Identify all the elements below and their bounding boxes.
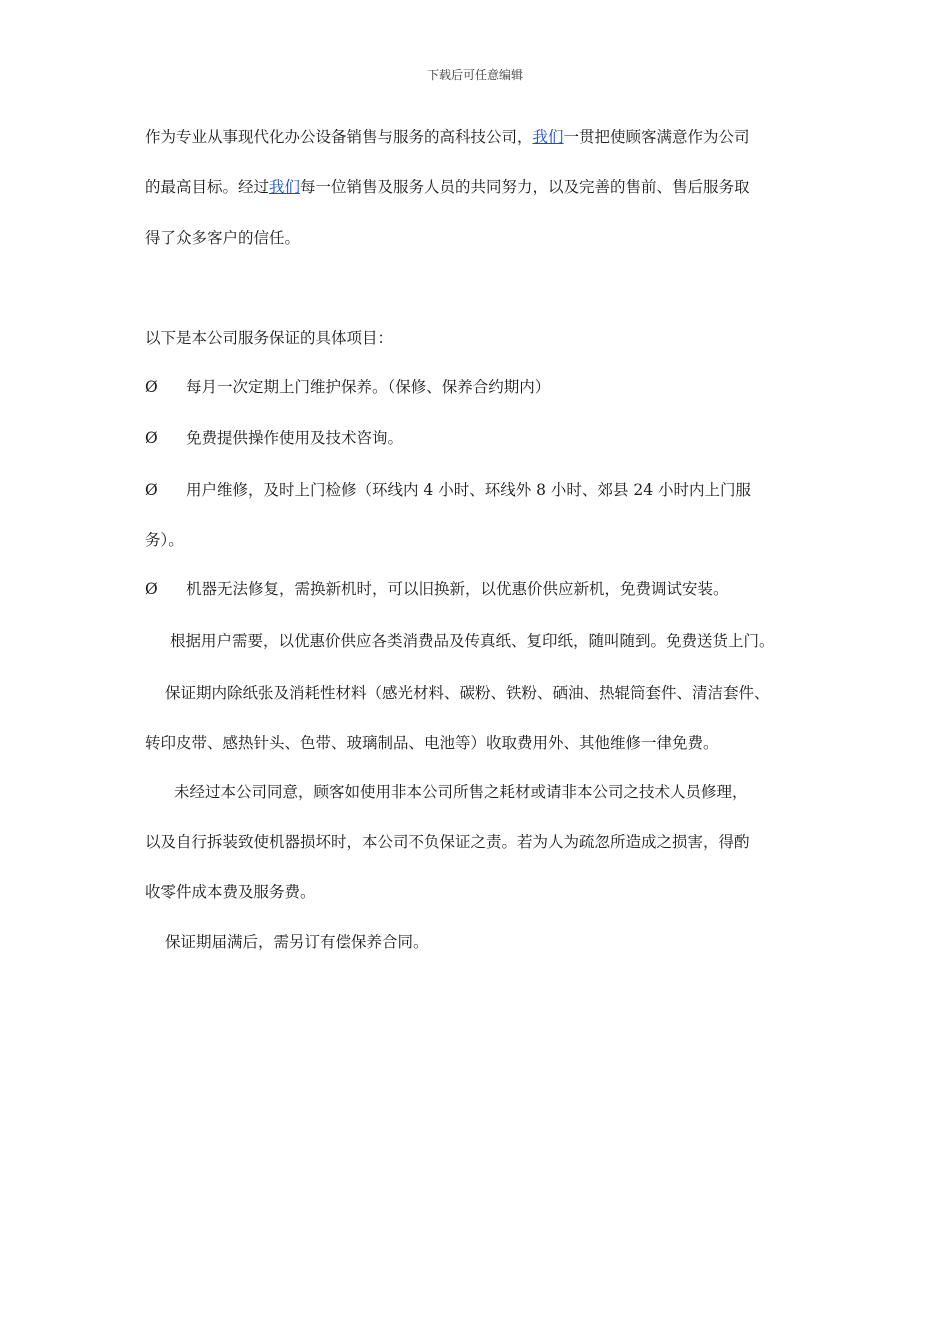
section-title: 以下是本公司服务保证的具体项目： (145, 329, 394, 347)
warranty-paragraph-line-2: 转印皮带、感热针头、色带、玻璃制品、电池等）收取费用外、其他维修一律免费。 (145, 734, 719, 752)
intro-line-2 (145, 177, 750, 197)
service-item: 每月一次定期上门维护保养。（保修、保养合约期内） (186, 378, 551, 396)
intro-line-1 (145, 127, 750, 147)
renewal-paragraph: 保证期届满后，需另订有偿保养合同。 (165, 933, 429, 951)
service-item: 机器无法修复，需换新机时，可以旧换新，以优惠价供应新机，免费调试安装。 (186, 580, 729, 598)
page-header: 下载后可任意编辑 (426, 68, 523, 82)
warranty-paragraph-line-1: 保证期内除纸张及消耗性材料（感光材料、碳粉、铁粉、硒油、热辊筒套件、清洁套件、 (165, 684, 770, 702)
intro-text: 每一位销售及服务人员的共同努力，以及完善的售前、售后服务取 (300, 178, 750, 196)
bullet-marker: Ø (145, 378, 158, 396)
disclaimer-paragraph-line-2: 以及自行拆装致使机器损坏时，本公司不负保证之责。若为人为疏忽所造成之损害，得酌 (145, 833, 750, 851)
service-item-continuation: 务）。 (145, 531, 184, 549)
service-item: 用户维修，及时上门检修（环线内 4 小时、环线外 8 小时、郊县 24 小时内上门服 (186, 481, 752, 499)
intro-text: 作为专业从事现代化办公设备销售与服务的高科技公司， (145, 128, 533, 146)
bullet-marker: Ø (145, 481, 158, 499)
service-item: 免费提供操作使用及技术咨询。 (186, 429, 404, 447)
supplies-paragraph: 根据用户需要，以优惠价供应各类消费品及传真纸、复印纸，随叫随到。免费送货上门。 (170, 632, 775, 650)
intro-text: 的最高目标。经过 (145, 178, 270, 196)
intro-text: 一贯把使顾客满意作为公司 (563, 128, 750, 146)
bullet-marker: Ø (145, 429, 158, 447)
intro-line-3: 得了众多客户的信任。 (145, 229, 301, 247)
we-link[interactable]: 我们 (269, 178, 301, 196)
we-link[interactable]: 我们 (532, 128, 564, 146)
bullet-marker: Ø (145, 580, 158, 598)
disclaimer-paragraph-line-3: 收零件成本费及服务费。 (145, 883, 316, 901)
disclaimer-paragraph-line-1: 未经过本公司同意，顾客如使用非本公司所售之耗材或请非本公司之技术人员修理， (174, 783, 748, 801)
